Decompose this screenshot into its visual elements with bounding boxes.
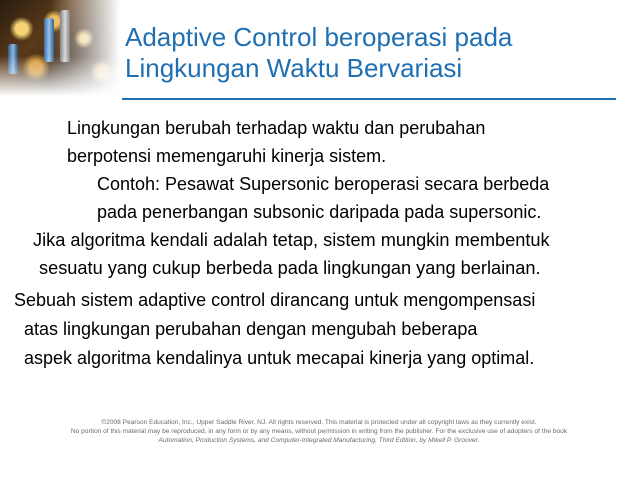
paragraph-line: aspek algoritma kendalinya untuk mecapai kinerja yang optimal. bbox=[24, 348, 535, 368]
corner-photo-image bbox=[0, 0, 120, 96]
paragraph-environment bbox=[67, 114, 485, 170]
paragraph-line: Lingkungan berubah terhadap waktu dan perubahan bbox=[67, 118, 486, 138]
title-underline bbox=[122, 98, 616, 100]
paragraph-line: berpotensi memengaruhi kinerja sistem. bbox=[67, 146, 387, 166]
paragraph-fixed-algorithm bbox=[33, 226, 550, 282]
copyright-footer bbox=[0, 418, 638, 445]
photo-fade-bottom bbox=[0, 56, 120, 96]
paragraph-line: Sebuah sistem adaptive control dirancang untuk mengompensasi bbox=[14, 290, 536, 310]
footer-book-title: Automation, Production Systems, and Computer-Integrated Manufacturing, Third Edition, by Mikell P. Groover. bbox=[158, 437, 480, 444]
paragraph-line: sesuatu yang cukup berbeda pada lingkungan yang berlainan. bbox=[39, 258, 541, 278]
paragraph-line: Contoh: Pesawat Supersonic beroperasi secara berbeda bbox=[97, 174, 550, 194]
paragraph-line: Jika algoritma kendali adalah tetap, sistem mungkin membentuk bbox=[33, 230, 550, 250]
title-line-2: Lingkungan Waktu Bervariasi bbox=[125, 53, 463, 83]
paragraph-line: pada penerbangan subsonic daripada pada supersonic. bbox=[97, 202, 542, 222]
title-line-1: Adaptive Control beroperasi pada bbox=[125, 22, 513, 52]
paragraph-line: atas lingkungan perubahan dengan mengubah beberapa bbox=[24, 319, 478, 339]
paragraph-adaptive-system bbox=[14, 286, 535, 373]
footer-line: ©2008 Pearson Education, Inc., Upper Saddle River, NJ. All rights reserved. This material is protected under all copyright laws as they currently exist. bbox=[101, 419, 537, 426]
footer-line: No portion of this material may be reproduced, in any form or by any means, without permission in writing from the publisher. For the exclusive use of adopters of the book bbox=[70, 428, 568, 435]
paragraph-example bbox=[97, 170, 549, 226]
slide-title bbox=[125, 22, 625, 84]
